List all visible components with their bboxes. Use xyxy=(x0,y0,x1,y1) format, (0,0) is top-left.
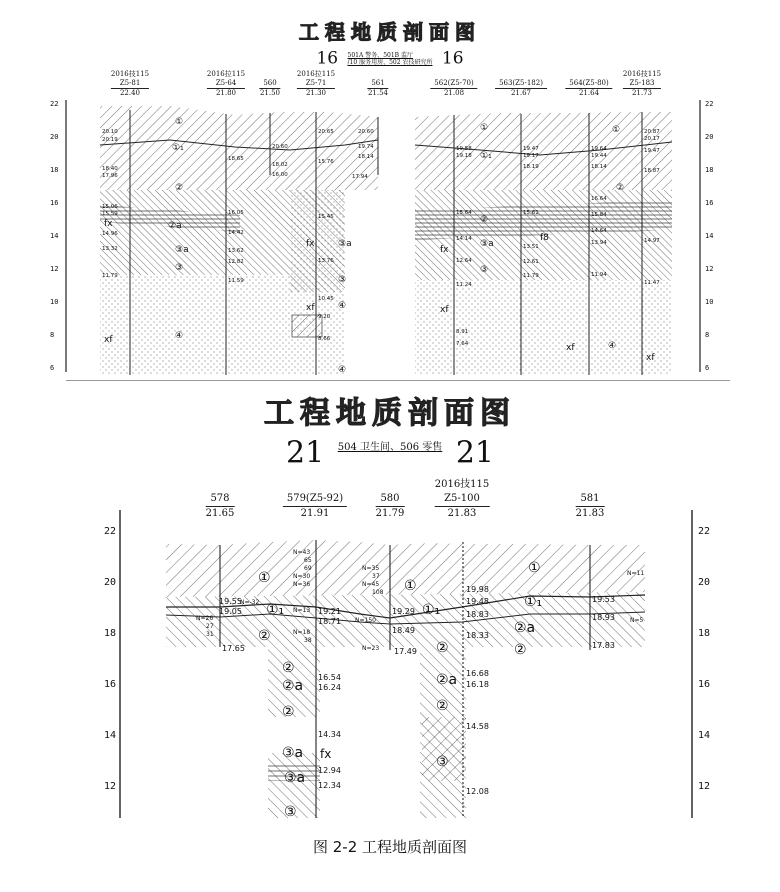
soil-unit-label: ② xyxy=(282,704,295,720)
depth-label: 8.66 xyxy=(318,336,331,342)
bottom-cross-section-drawing xyxy=(0,382,780,828)
depth-label: 19.98 xyxy=(466,585,489,594)
depth-label: 12.64 xyxy=(456,258,472,264)
soil-unit-label: ①₁ xyxy=(524,594,543,610)
soil-unit-label: fx xyxy=(320,747,332,761)
depth-label: 18.83 xyxy=(466,610,489,619)
depth-label: 18.02 xyxy=(272,162,288,168)
n-value-label: N=18 xyxy=(293,629,311,636)
borehole-top-label: 2016技115 xyxy=(622,70,662,78)
depth-label: 18.33 xyxy=(466,631,489,640)
soil-unit-label: ② xyxy=(436,698,449,714)
n-value-label: 108 xyxy=(372,589,384,596)
axis-tick-label: 16 xyxy=(104,679,117,690)
depth-label: 20.65 xyxy=(318,129,334,135)
borehole-elevation: 21.50 xyxy=(259,89,281,97)
soil-unit-label: xf xyxy=(104,335,113,345)
depth-label: 8.91 xyxy=(456,329,469,335)
soil-unit-label: fx xyxy=(104,219,113,229)
borehole-id: 561 xyxy=(367,79,388,89)
soil-unit-label: ③a xyxy=(175,245,189,255)
soil-unit-label: xf xyxy=(440,305,449,315)
axis-tick-label: 10 xyxy=(705,298,714,306)
depth-label: 11.24 xyxy=(456,282,472,288)
depth-label: 18.14 xyxy=(591,164,607,170)
borehole-id: Z5-100 xyxy=(435,492,490,507)
depth-label: 16.24 xyxy=(318,683,341,692)
axis-tick-label: 22 xyxy=(104,526,117,537)
depth-label: 15.06 xyxy=(102,204,118,210)
stratum-6 xyxy=(290,190,345,292)
soil-unit-label: ① xyxy=(480,123,489,133)
depth-label: 19.44 xyxy=(591,153,607,159)
borehole-top-label: 2016拉115 xyxy=(296,70,336,78)
depth-label: 18.14 xyxy=(358,154,374,160)
borehole-id: 581 xyxy=(576,492,605,507)
depth-label: 16.18 xyxy=(466,680,489,689)
soil-unit-label: ① xyxy=(175,117,184,127)
depth-label: 13.32 xyxy=(102,246,118,252)
bottom-section-panel xyxy=(0,382,780,828)
depth-label: 19.18 xyxy=(456,153,472,159)
soil-unit-label: ③ xyxy=(338,275,347,285)
soil-unit-label: ② xyxy=(514,642,527,658)
depth-label: 19.05 xyxy=(219,607,242,616)
axis-tick-label: 6 xyxy=(50,364,55,372)
borehole-elevation: 21.08 xyxy=(443,89,465,97)
depth-label: 19.47 xyxy=(523,146,539,152)
soil-unit-label: ② xyxy=(282,660,295,676)
depth-label: 10.45 xyxy=(318,296,334,302)
borehole-elevation: 21.30 xyxy=(305,89,327,97)
soil-unit-label: ②a xyxy=(168,221,182,231)
top-section-panel xyxy=(0,0,780,380)
borehole-id: 578 xyxy=(206,492,235,507)
panel-divider xyxy=(66,380,730,381)
stratum-1 xyxy=(100,106,378,190)
depth-label: 14.34 xyxy=(318,730,341,739)
n-value-label: 27 xyxy=(206,623,214,630)
borehole-id: 560 xyxy=(259,79,280,89)
top-section-desc-line1: 501A 警务、501B 监厅 xyxy=(347,51,413,59)
depth-label: 15.61 xyxy=(523,210,539,216)
soil-unit-label: ① xyxy=(612,125,621,135)
axis-tick-label: 10 xyxy=(50,298,59,306)
depth-label: 17.96 xyxy=(102,173,118,179)
depth-label: 14.58 xyxy=(466,722,489,731)
depth-label: 15.45 xyxy=(318,214,334,220)
n-value-label: N=13 xyxy=(293,607,311,614)
borehole-elevation: 21.54 xyxy=(367,89,389,97)
borehole-elevation: 21.83 xyxy=(447,508,477,519)
depth-label: 20.60 xyxy=(358,129,374,135)
borehole-elevation: 21.73 xyxy=(631,89,653,97)
depth-label: 19.21 xyxy=(318,607,341,616)
depth-label: 11.94 xyxy=(591,272,607,278)
n-value-label: N=150 xyxy=(355,617,376,624)
bottom-section-description: 504 卫生间、506 零售 xyxy=(337,442,443,453)
borehole-id: 562(Z5-70) xyxy=(430,79,477,89)
depth-label: 17.94 xyxy=(352,174,368,180)
depth-label: 19.17 xyxy=(523,153,539,159)
axis-tick-label: 12 xyxy=(104,781,117,792)
depth-label: 17.49 xyxy=(394,647,417,656)
depth-label: 12.61 xyxy=(523,259,539,265)
depth-label: 18.93 xyxy=(592,613,615,622)
borehole-id: 564(Z5-80) xyxy=(565,79,612,89)
borehole-id: 563(Z5-182) xyxy=(495,79,547,89)
depth-label: 19.64 xyxy=(591,146,607,152)
n-value-label: N=43 xyxy=(293,549,311,556)
borehole-elevation: 21.79 xyxy=(375,508,405,519)
depth-label: 17.83 xyxy=(592,641,615,650)
depth-label: 18.65 xyxy=(228,156,244,162)
depth-label: 19.74 xyxy=(358,144,374,150)
depth-label: 14.64 xyxy=(591,228,607,234)
axis-tick-label: 6 xyxy=(705,364,710,372)
soil-unit-label: ④ xyxy=(175,331,184,341)
soil-unit-label: ①₁ xyxy=(266,602,285,618)
stratum-2 xyxy=(100,190,290,275)
borehole-id: Z5-64 xyxy=(207,79,245,89)
soil-unit-label: ①₁ xyxy=(480,151,492,161)
depth-label: 20.17 xyxy=(644,136,660,142)
borehole-elevation: 21.80 xyxy=(215,89,237,97)
depth-label: 18.71 xyxy=(318,617,341,626)
depth-label: 12.82 xyxy=(228,259,244,265)
depth-label: 13.62 xyxy=(228,248,244,254)
depth-label: 16.05 xyxy=(228,210,244,216)
axis-tick-label: 20 xyxy=(104,577,117,588)
axis-tick-label: 22 xyxy=(50,100,59,108)
borehole-id: Z5-81 xyxy=(111,79,149,89)
soil-unit-label: ① xyxy=(404,578,417,594)
depth-label: 17.65 xyxy=(222,644,245,653)
soil-unit-label: ① xyxy=(528,560,541,576)
depth-label: 19.53 xyxy=(592,595,615,604)
soil-unit-label: ③a xyxy=(284,770,306,786)
depth-label: 13.94 xyxy=(591,240,607,246)
depth-label: 19.47 xyxy=(644,148,660,154)
depth-label: 14.14 xyxy=(456,236,472,242)
n-value-label: 31 xyxy=(206,631,214,638)
soil-unit-label: ③a xyxy=(338,239,352,249)
depth-label: 20.60 xyxy=(272,144,288,150)
depth-label: 15.84 xyxy=(591,212,607,218)
borehole-elevation: 21.83 xyxy=(575,508,605,519)
depth-label: 18.87 xyxy=(644,168,660,174)
axis-tick-label: 16 xyxy=(705,199,714,207)
depth-label: 19.58 xyxy=(456,146,472,152)
depth-label: 11.79 xyxy=(102,273,118,279)
depth-label: 19.48 xyxy=(466,597,489,606)
depth-label: 18.40 xyxy=(102,166,118,172)
depth-label: 13.76 xyxy=(318,258,334,264)
soil-unit-label: ② xyxy=(175,183,184,193)
depth-label: 19.29 xyxy=(392,607,415,616)
depth-label: 16.00 xyxy=(272,172,288,178)
depth-label: 20.87 xyxy=(644,129,660,135)
depth-label: 11.59 xyxy=(228,278,244,284)
depth-label: 18.19 xyxy=(523,164,539,170)
axis-tick-label: 12 xyxy=(50,265,59,273)
n-value-label: 38 xyxy=(304,637,312,644)
bottom-section-left-number: 21 xyxy=(286,435,325,471)
depth-label: 14.97 xyxy=(644,238,660,244)
depth-label: 12.08 xyxy=(466,787,489,796)
soil-unit-label: ④ xyxy=(608,341,617,351)
borehole-top-label: 2016拉115 xyxy=(206,70,246,78)
borehole-elevation: 21.65 xyxy=(205,508,235,519)
soil-unit-label: ①₁ xyxy=(172,143,184,153)
n-value-label: 37 xyxy=(372,573,380,580)
stratum-4 xyxy=(100,275,290,375)
top-section-desc-line2: /10 服务用房、502 农技研究所 xyxy=(347,58,433,66)
soil-unit-label: ②a xyxy=(514,620,536,636)
borehole-top-label: 2016技115 xyxy=(110,70,150,78)
axis-tick-label: 18 xyxy=(50,166,59,174)
axis-tick-label: 12 xyxy=(705,265,714,273)
axis-tick-label: 18 xyxy=(705,166,714,174)
soil-unit-label: ③a xyxy=(282,745,304,761)
soil-unit-label: xf xyxy=(566,343,575,353)
soil-unit-label: ③ xyxy=(480,265,489,275)
soil-unit-label: ① xyxy=(258,570,271,586)
axis-tick-label: 14 xyxy=(50,232,59,240)
axis-tick-label: 8 xyxy=(50,331,55,339)
soil-unit-label: ④ xyxy=(338,365,347,375)
stratum-7 xyxy=(422,717,466,781)
depth-label: 11.79 xyxy=(523,273,539,279)
top-cross-section-drawing xyxy=(0,0,780,380)
depth-label: 11.47 xyxy=(644,280,660,286)
n-value-label: 65 xyxy=(304,557,312,564)
depth-label: 16.54 xyxy=(318,673,341,682)
borehole-id: Z5-183 xyxy=(623,79,661,89)
depth-label: 13.51 xyxy=(523,244,539,250)
soil-unit-label: ④ xyxy=(338,301,347,311)
soil-unit-label: ③ xyxy=(436,754,449,770)
depth-label: 20.10 xyxy=(102,129,118,135)
borehole-id: 580 xyxy=(376,492,405,507)
soil-unit-label: ③ xyxy=(175,263,184,273)
axis-tick-label: 16 xyxy=(50,199,59,207)
borehole-elevation: 21.91 xyxy=(300,508,330,519)
depth-label: 19.55 xyxy=(219,597,242,606)
n-value-label: N=-32 xyxy=(240,599,260,606)
soil-unit-label: fx xyxy=(440,245,449,255)
soil-unit-label: ② xyxy=(258,628,271,644)
axis-tick-label: 22 xyxy=(705,100,714,108)
depth-label: 16.64 xyxy=(591,196,607,202)
soil-unit-label: ② xyxy=(480,215,489,225)
n-value-label: 69 xyxy=(304,565,312,572)
borehole-id: 579(Z5-92) xyxy=(283,492,347,507)
depth-label: 16.68 xyxy=(466,669,489,678)
axis-tick-label: 14 xyxy=(104,730,117,741)
figure-caption: 图 2-2 工程地质剖面图 xyxy=(312,838,468,856)
depth-label: 20.19 xyxy=(102,137,118,143)
borehole-top-label: 2016技115 xyxy=(434,479,490,490)
axis-tick-label: 14 xyxy=(705,232,714,240)
top-panel-title: 工程地质剖面图 xyxy=(299,20,481,44)
n-value-label: N=23 xyxy=(362,645,380,652)
depth-label: 7.64 xyxy=(456,341,469,347)
depth-label: 9.20 xyxy=(318,314,331,320)
soil-unit-label: ③a xyxy=(480,239,494,249)
axis-tick-label: 14 xyxy=(698,730,711,741)
borehole-elevation: 21.67 xyxy=(510,89,532,97)
n-value-label: N=45 xyxy=(362,581,380,588)
soil-unit-label: xf xyxy=(646,353,655,363)
soil-unit-label: xf xyxy=(306,303,315,313)
soil-unit-label: ② xyxy=(616,183,625,193)
depth-label: 14.42 xyxy=(228,230,244,236)
bottom-section-right-number: 21 xyxy=(455,435,494,471)
top-section-left-number: 16 xyxy=(316,48,339,69)
borehole-elevation: 22.40 xyxy=(119,89,141,97)
depth-label: 12.94 xyxy=(318,766,341,775)
axis-tick-label: 12 xyxy=(698,781,711,792)
axis-tick-label: 20 xyxy=(698,577,711,588)
depth-label: 15.59 xyxy=(102,211,118,217)
n-value-label: N=5 xyxy=(630,617,644,624)
n-value-label: N=11 xyxy=(627,570,645,577)
axis-tick-label: 18 xyxy=(104,628,117,639)
n-value-label: N=30 xyxy=(293,573,311,580)
axis-tick-label: 18 xyxy=(698,628,711,639)
soil-unit-label: ②a xyxy=(436,672,458,688)
soil-unit-label: f8 xyxy=(540,233,549,243)
soil-unit-label: ①₁ xyxy=(422,602,441,618)
n-value-label: N=36 xyxy=(293,581,311,588)
soil-unit-label: fx xyxy=(306,239,315,249)
axis-tick-label: 8 xyxy=(705,331,710,339)
top-section-right-number: 16 xyxy=(441,48,464,69)
borehole-id: Z5-71 xyxy=(297,79,335,89)
soil-unit-label: ②a xyxy=(282,678,304,694)
n-value-label: N=26 xyxy=(196,615,214,622)
axis-tick-label: 22 xyxy=(698,526,711,537)
axis-tick-label: 20 xyxy=(50,133,59,141)
depth-label: 12.34 xyxy=(318,781,341,790)
depth-label: 15.64 xyxy=(456,210,472,216)
depth-label: 14.96 xyxy=(102,231,118,237)
borehole-elevation: 21.64 xyxy=(578,89,600,97)
axis-tick-label: 16 xyxy=(698,679,711,690)
depth-label: 18.49 xyxy=(392,626,415,635)
axis-tick-label: 20 xyxy=(705,133,714,141)
soil-unit-label: ② xyxy=(436,640,449,656)
depth-label: 15.76 xyxy=(318,159,334,165)
n-value-label: N=35 xyxy=(362,565,380,572)
soil-unit-label: ③ xyxy=(284,804,297,820)
bottom-panel-title: 工程地质剖面图 xyxy=(264,396,516,431)
